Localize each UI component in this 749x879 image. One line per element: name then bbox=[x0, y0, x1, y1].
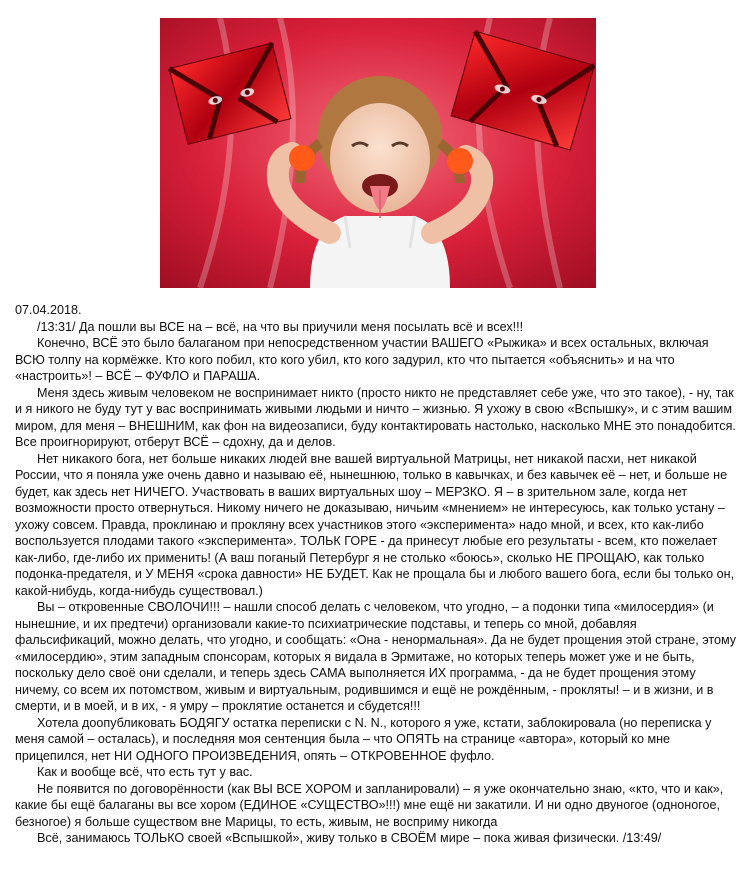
paragraph: Вы – откровенные СВОЛОЧИ!!! – нашли способ делать с человеком, что угодно, – а подонки типа «милосердия» (и нынешние, и их предтечи) организовали какие-то психиатрические подставы, и теперь со мной, добавляя фальсификаций, можно делать, что угодно, и сообщать: «Она - ненормальная». Да не будет прощения этой стране, этому «милосердию», этим западным спонсорам, которых я видала в Эрмитаже, но которых теперь может уже и не быть, поскольку дело своё они сделали, и теперь здесь САМА выполняется ИХ программа, - да не будет прощения этому ничему, со всем их потомством, живым и виртуальным, родившимся и ещё не рождённым, - прокляты! – и в жизни, и в смерти, и в моей, и в их, - я умру – проклятие останется и сбудется!!! bbox=[15, 600, 737, 713]
paragraph: /13:31/ Да пошли вы ВСЕ на – всё, на что вы приучили меня посылать всё и всех!!! bbox=[37, 319, 524, 334]
paragraph: Как и вообще всё, что есть тут у вас. bbox=[37, 765, 253, 779]
paragraph: Меня здесь живым человеком не воспринимает никто (просто никто не представляет себе уже, что это такое), - ну, так и я никого не буду тут у вас воспринимать живыми людьми и ничто – жизнью. Я ухожу в свою «Вспышку», и с этим вашим миром, для меня – ВНЕШНИМ, как фон на видеозаписи, буду контактировать настолько, насколько МНЕ это понадобится. Все проигнорируют, отберут ВСЁ – сдохну, да и делов. bbox=[15, 385, 736, 449]
header-photo bbox=[160, 18, 596, 288]
paragraph: Всё, занимаюсь ТОЛЬКО своей «Вспышкой», живу только в СВОЁМ мире – пока живая физически. /13:49/ bbox=[37, 831, 662, 845]
paragraph: Хотела доопубликовать БОДЯГУ остатка переписки с N. N., которого я уже, кстати, заблокировала (но переписка у меня самой – осталась), и последняя моя сентенция была – что ОПЯТЬ на странице «автора», который ко мне прицепился, нет НИ ОДНОГО ПРОИЗВЕДЕНИЯ, опять – ОТКРОВЕННОЕ фуфло. bbox=[15, 715, 712, 763]
paragraph: Не появится по договорённости (как ВЫ ВСЕ ХОРОМ и запланировали) – я уже окончательно знаю, «кто, что и как», какие бы ещё балаганы вы все хором (ЕДИНОЕ «СУЩЕСТВО»!!!) мне ещё ни закатили. И ни одно двуногое (одноногое, безногое) я больше существом вне Марицы, то есть, живым, не восприму никогда bbox=[15, 781, 724, 829]
paragraph: Конечно, ВСЁ это было балаганом при непосредственном участии ВАШЕГО «Рыжика» и всех остальных, включая ВСЮ толпу на кормёжке. Кто кого побил, кто кого убил, кто кого задурил, кто что пытается «объяснить» и на что «настроить»! – ВСЁ – ФУФЛО и ПАРАША. bbox=[15, 336, 709, 383]
paragraph: Нет никакого бога, нет больше никаких людей вне вашей виртуальной Матрицы, нет никакой пасхи, нет никакой России, что я поняла уже очень давно и называю её, нынешнюю, только в кавычках, и без кавычек её – нет, и больше не будет, как здесь нет НИЧЕГО. Участвовать в ваших виртуальных шоу – МЕРЗКО. Я – в зрительном зале, когда нет возможности просто отвернуться. Никому ничего не доказываю, ничьим «мнением» не интересуюсь, как только устану – ухожу совсем. Правда, проклинаю и прокляну всех участников этого «эксперимента» надо мной, и всех, кто как-либо воспользуется плодами такого «эксперимента». ТОЛЬК ГОРЕ - да принесут любые его результаты - всем, кто пожелает как-либо, где-либо их применить! (А ваш поганый Петербург я не столько «боюсь», сколько НЕ ПРОЩАЮ, как только подонка-предателя, и У МЕНЯ «срока давности» НЕ БУДЕТ. Как не прощала бы и любого вашего бога, если бы только он, какой-нибудь, когда-нибудь существовал.) bbox=[15, 451, 735, 598]
document-date: 07.04.2018. bbox=[15, 303, 82, 317]
document-body bbox=[15, 302, 737, 847]
